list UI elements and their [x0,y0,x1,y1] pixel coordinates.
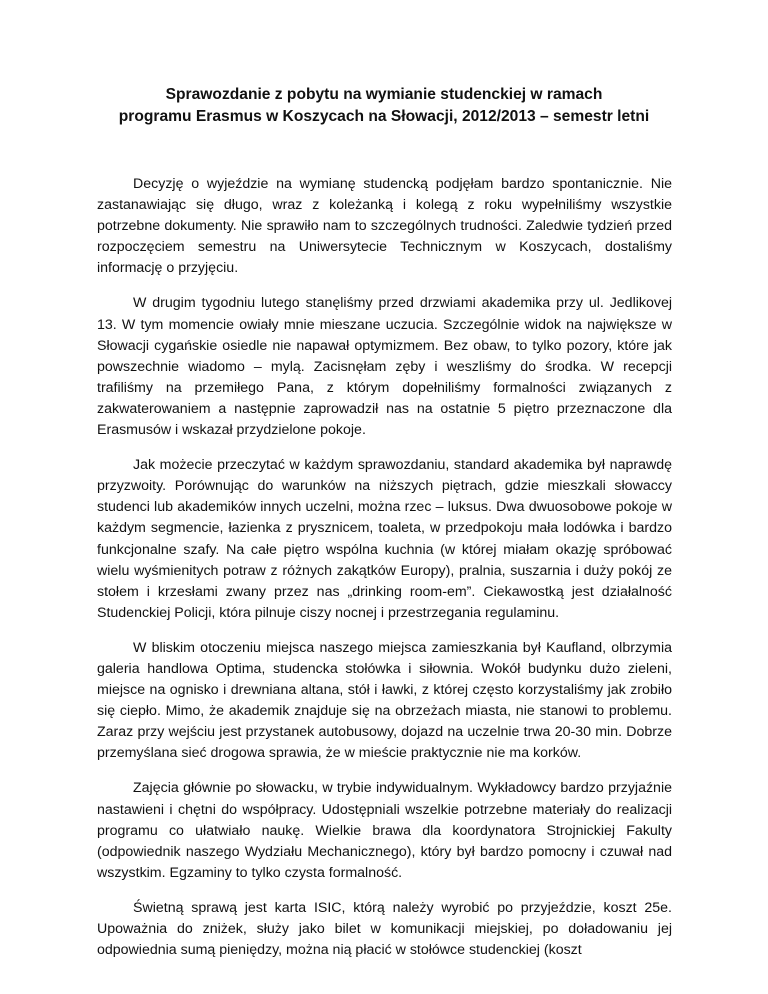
document-title [60,84,708,128]
title-line-1: Sprawozdanie z pobytu na wymianie studenckiej w ramach [165,86,603,103]
paragraph-isic-card: Świetną sprawą jest karta ISIC, którą należy wyrobić po przyjeździe, koszt 25e. Upoważnia do zniżek, służy jako bilet w komunikacji miejskiej, po doładowaniu jej odpowiednia sumą pieniędzy, można nią płacić w stołówce studenckiej (koszt [97,899,672,959]
paragraph-classes: Zajęcia głównie po słowacku, w trybie indywidualnym. Wykładowcy bardzo przyjaźnie nastawieni i chętni do współpracy. Udostępniali wszelkie potrzebne materiały do realizacji programu co ułatwiało naukę. Wielkie brawa dla koordynatora Strojnickiej Fakulty (odpowiednik naszego Wydziału Mechanicznego), który był bardzo pomocny i czuwał nad wszystkim. Egzaminy to tylko czysta formalność. [97,780,672,881]
paragraph-arrival: W drugim tygodniu lutego stanęliśmy przed drzwiami akademika przy ul. Jedlikovej 13. W tym momencie owiały mnie mieszane uczucia. Szczególnie widok na największe w Słowacji cygańskie osiedle nie napawał optymizmem. Bez obaw, to tylko pozory, które jak powszechnie wiadomo – mylą. Zacisnęłam zęby i weszliśmy do środka. W recepcji trafiliśmy na przemiłego Pana, z którym dopełniliśmy formalności związanych z zakwaterowaniem a następnie zaprowadził nas na ostatnie 5 piętro przeznaczone dla Erasmusów i wskazał przydzielone pokoje. [97,295,672,439]
paragraph-application: Decyzję o wyjeździe na wymianę studencką podjęłam bardzo spontanicznie. Nie zastanawiając się długo, wraz z koleżanką i kolegą z roku wypełniliśmy wszystkie potrzebne dokumenty. Nie sprawiło nam to szczególnych trudności. Zaledwie tydzień przed rozpoczęciem semestru na Uniwersytecie Technicznym w Koszycach, dostaliśmy informację o przyjęciu. [97,176,672,277]
paragraph-dormitory: Jak możecie przeczytać w każdym sprawozdaniu, standard akademika był naprawdę przyzwoity. Porównując do warunków na niższych piętrach, gdzie mieszkali słowaccy studenci lub akademików innych uczelni, można rzec – luksus. Dwa dwuosobowe pokoje w każdym segmencie, łazienka z prysznicem, toaleta, w przedpokoju mała lodówka i bardzo funkcjonalne szafy. Na całe piętro wspólna kuchnia (w której miałam okazję spróbować wielu wyśmienitych potraw z różnych zakątków Europy), pralnia, suszarnia i duży pokój ze stołem i krzesłami zwany przez nas „drinking room-em”. Ciekawostką jest działalność Studenckiej Policji, która pilnuje ciszy nocnej i przestrzegania regulaminu. [97,457,672,621]
document-body [97,174,672,975]
paragraph-surroundings: W bliskim otoczeniu miejsca naszego miejsca zamieszkania był Kaufland, olbrzymia galeria handlowa Optima, studencka stołówka i siłownia. Wokół budynku dużo zieleni, miejsce na ognisko i drewniana altana, stół i ławki, z której często korzystaliśmy jak zrobiło się ciepło. Mimo, że akademik znajduje się na obrzeżach miasta, nie stanowi to problemu. Zaraz przy wejściu jest przystanek autobusowy, dojazd na uczelnie trwa 20-30 min. Dobrze przemyślana sieć drogowa sprawia, że w mieście praktycznie nie ma korków. [97,639,672,762]
title-line-2: programu Erasmus w Koszycach na Słowacji, 2012/2013 – semestr letni [118,108,650,125]
